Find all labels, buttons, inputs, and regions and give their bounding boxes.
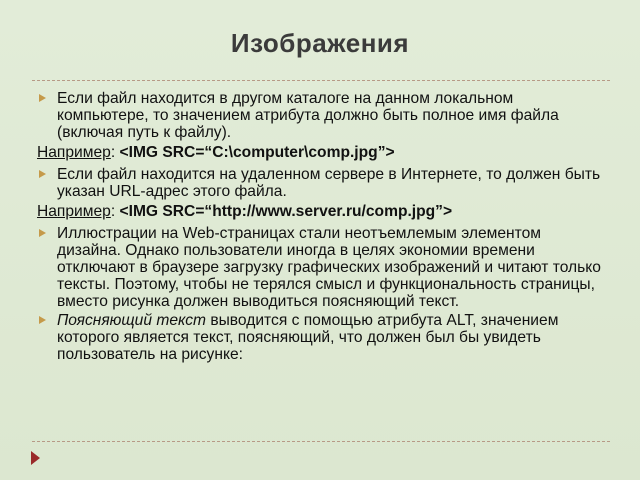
bullet-text: выводится с помощью атрибута ALT, значением которого является текст, поясняющий, что должен был бы увидеть пользователь на рисунке: <box>57 312 559 363</box>
example-line-2 <box>37 202 602 222</box>
bullet-arrow-icon <box>39 316 46 324</box>
bullet-item-1 <box>37 90 602 141</box>
bullet-arrow-icon <box>39 94 46 102</box>
bullet-item-4 <box>37 312 602 363</box>
example-separator: : <box>110 203 120 220</box>
example-code: <IMG SRC=“http://www.server.ru/comp.jpg”> <box>119 203 453 220</box>
slide-content <box>37 90 602 365</box>
example-line-1 <box>37 143 602 163</box>
bullet-item-3 <box>37 225 602 310</box>
slide-title: Изображения <box>230 28 410 58</box>
bullet-text: Если файл находится в другом каталоге на данном локальном компьютере, то значением атрибута должно быть полное имя файла (включая путь к файлу). <box>57 90 559 141</box>
example-label: Например <box>37 144 111 161</box>
example-label: Например <box>37 203 111 220</box>
bullet-arrow-icon <box>39 170 46 178</box>
bottom-divider <box>32 441 610 442</box>
bullet-text: Иллюстрации на Web-страницах стали неотъемлемым элементом дизайна. Однако пользователи иногда в целях экономии времени отключают в браузере загрузку графических изображений и читают только тексты. Поэтому, чтобы не терялся смысл и функциональность страницы, вместо рисунка должен выводиться поясняющий текст. <box>57 225 601 310</box>
play-triangle-icon[interactable] <box>31 451 40 465</box>
example-separator: : <box>110 144 120 161</box>
bullet-text: Если файл находится на удаленном сервере в Интернете, то должен быть указан URL-адрес этого файла. <box>57 166 601 200</box>
bullet-item-2 <box>37 166 602 200</box>
example-code: <IMG SRC=“C:\computer\comp.jpg”> <box>119 144 395 161</box>
bullet-italic-term: Поясняющий текст <box>57 312 206 329</box>
top-divider <box>32 80 610 81</box>
bullet-arrow-icon <box>39 229 46 237</box>
